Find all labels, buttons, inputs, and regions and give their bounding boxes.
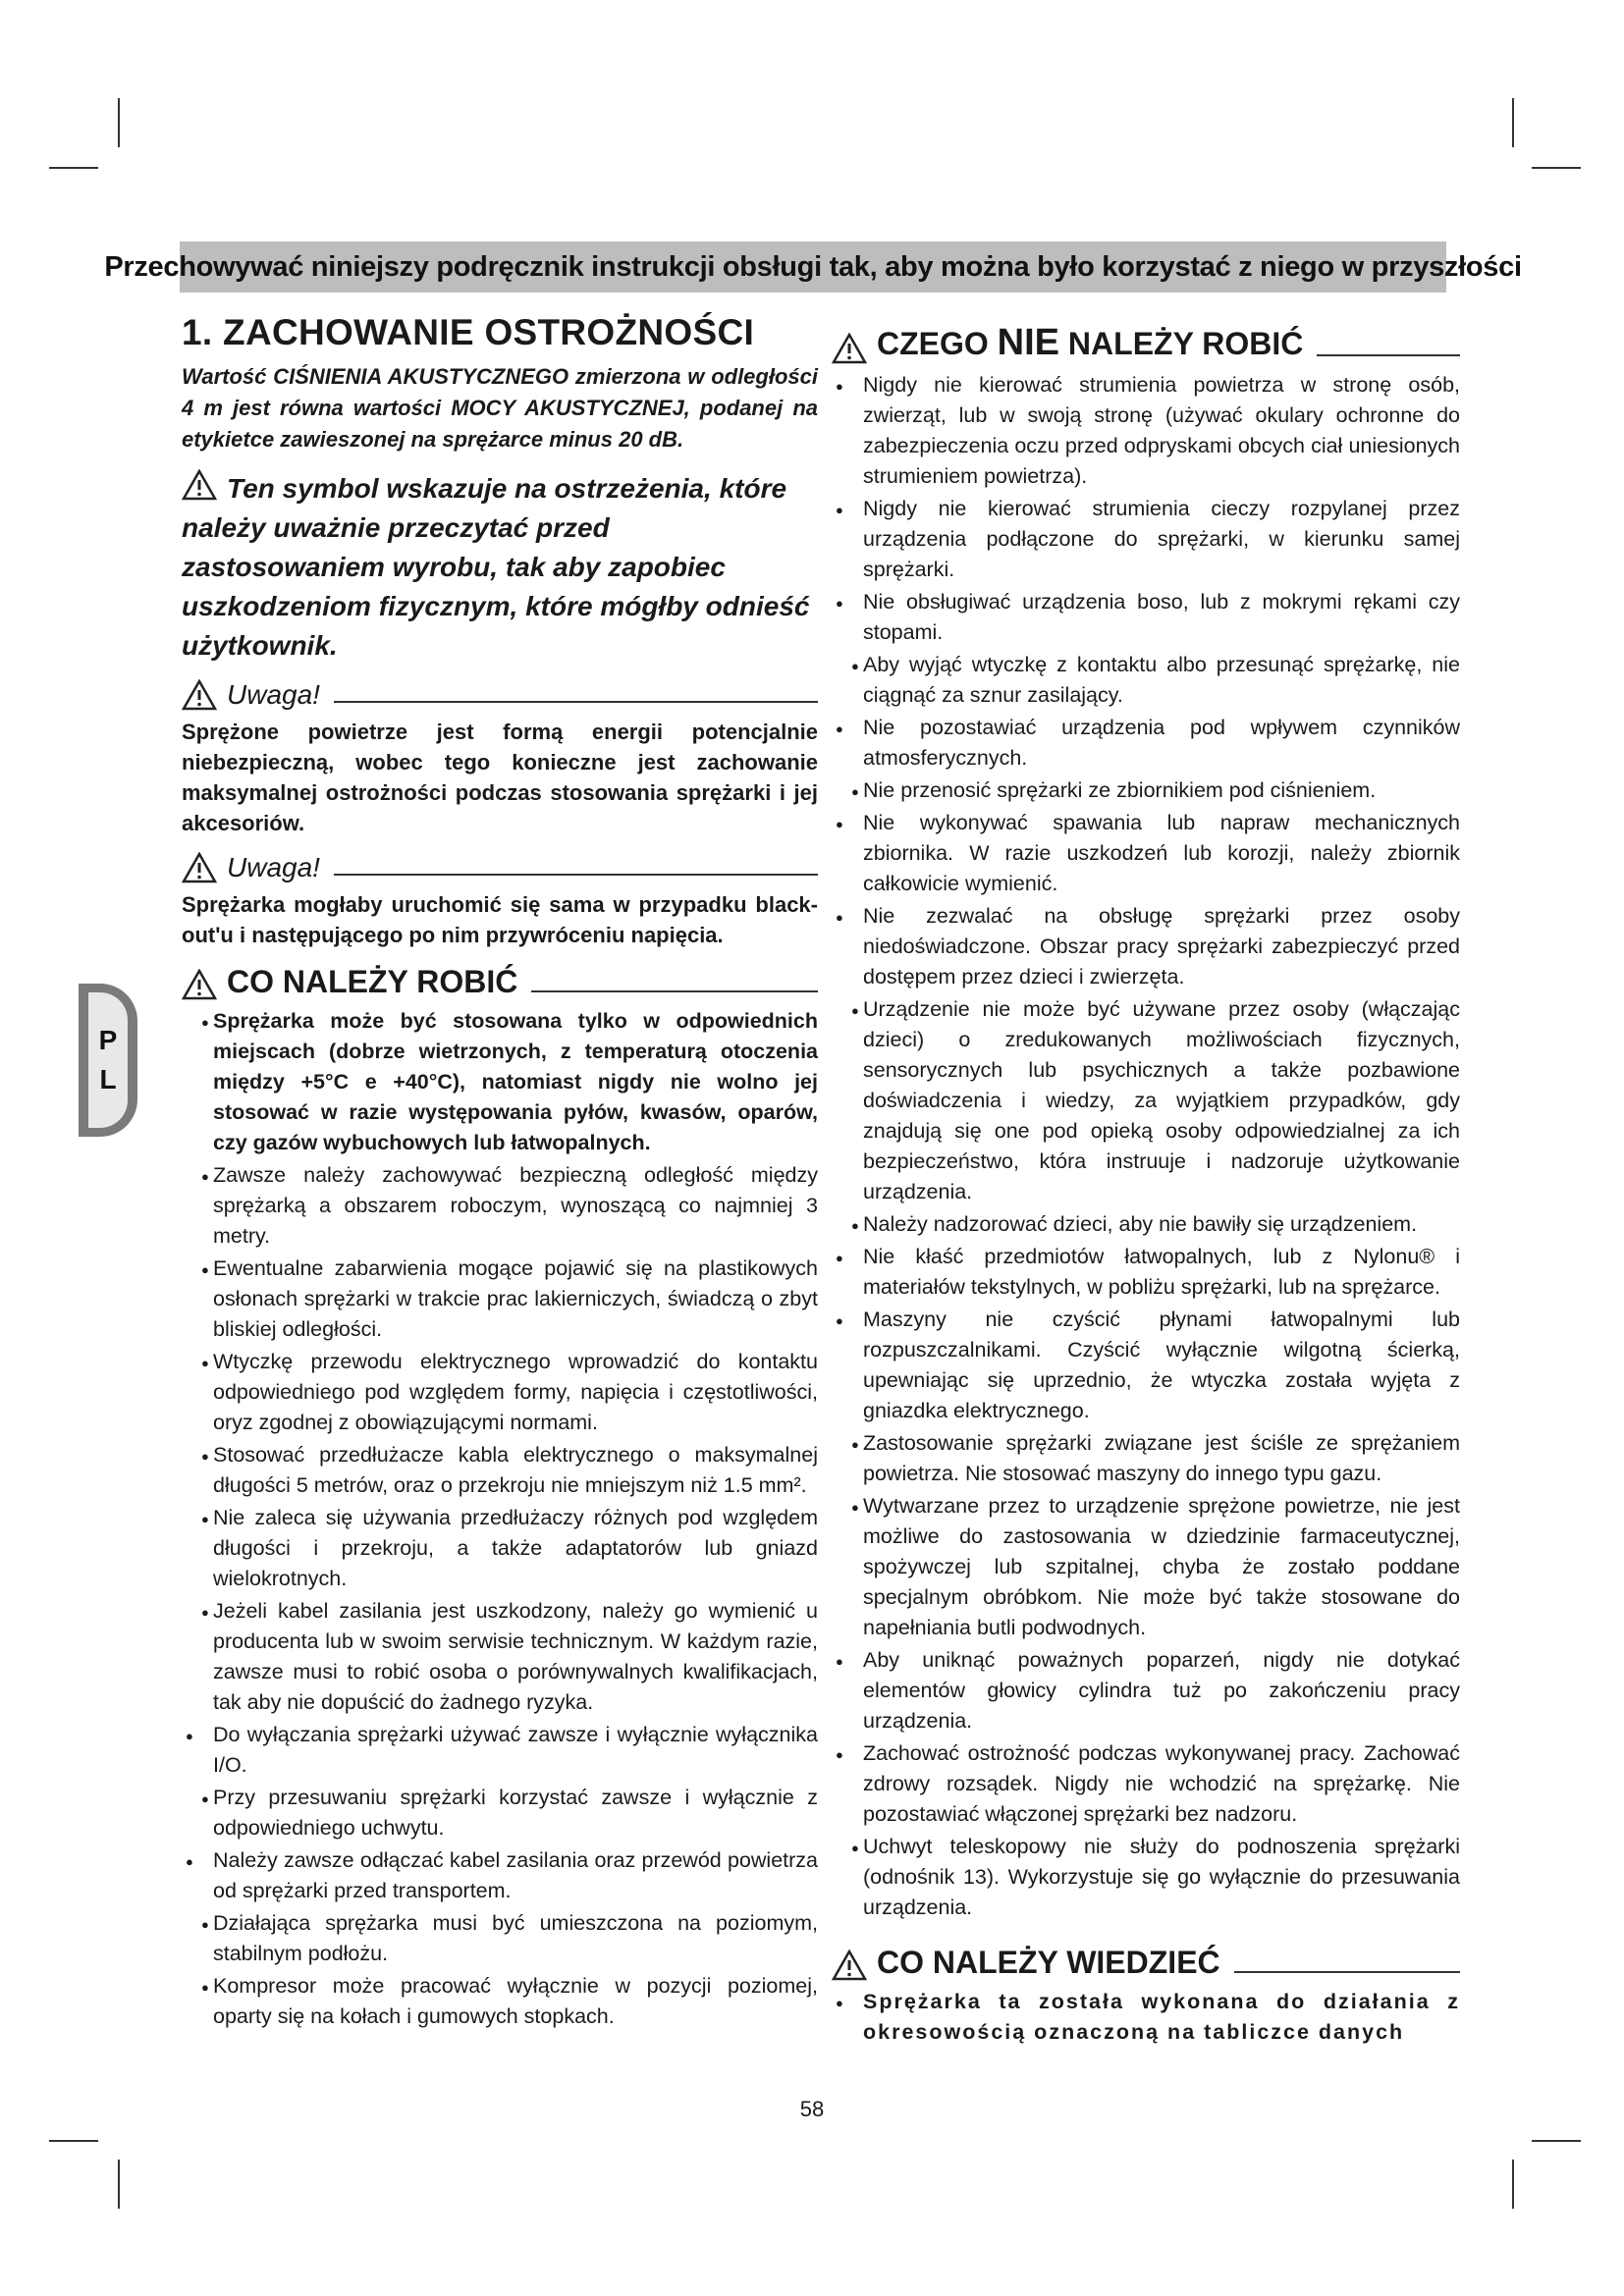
warning-title: Uwaga! [227,852,320,882]
crop-mark [1512,2160,1514,2209]
list-item: ● Aby uniknąć poważnych poparzeń, nigdy nie dotykać elementów głowicy cylindra tuż po zakończeniu pracy urządzenia. [830,1645,1460,1736]
warning-text: Sprężarka mogłaby uruchomić się sama w przypadku black-out'u i następującego po nim przywróceniu napięcia. [182,892,818,947]
do-title: CO NALEŻY ROBIĆ [227,964,518,999]
language-tab-letter: P [98,1025,118,1055]
list-item: ● Zawsze należy zachowywać bezpieczną odległość między sprężarką a obszarem roboczym, wynoszącą co najmniej 3 metry. [180,1160,818,1252]
know-heading [832,1945,1460,1981]
symbol-note-text: Ten symbol wskazuje na ostrzeżenia, które należy uważnie przeczytać przed zastosowaniem wyrobu, tak aby zapobiec uszkodzeniom fizycznym, które mógłby odnieść użytkownik. [182,473,810,661]
symbol-note [182,469,818,666]
language-tab-letter: L [99,1064,117,1095]
crop-mark [49,2140,98,2142]
warning-title: Uwaga! [227,679,320,710]
heading-rule [1234,1971,1460,1973]
warning-triangle-icon [832,333,867,364]
list-item: ● Nigdy nie kierować strumienia cieczy rozpylanej przez urządzenia podłączone do sprężarki, w kierunku samej sprężarki. [830,494,1460,585]
crop-mark [118,98,120,147]
list-item: ● Urządzenie nie może być używane przez osoby (włączając dzieci) o zredukowanych możliwościach fizycznych, sensorycznych lub psychicznych a także pozbawione doświadczenia i wiedzy, za wyjątkiem przypadków, gdy znajdują się one pod opieką osoby odpowiedzialnej za ich bezpieczeństwo, która instruuje i nadzoruje użytkowanie urządzenia. [830,994,1460,1207]
list-item: ● Nigdy nie kierować strumienia powietrza w stronę osób, zwierząt, lub w swoją stronę (używać okulary ochronne do zabezpieczenia oczu przed odpryskami obcych ciał uniesionych strumieniem powietrza). [830,370,1460,492]
acoustic-note: Wartość CIŚNIENIA AKUSTYCZNEGO zmierzona w odległości 4 m jest równa wartości MOCY AKUSTYCZNEJ, podanej na etykietce zawieszonej na sprężarce minus 20 dB. [182,364,818,452]
crop-mark [1512,98,1514,147]
page-number: 58 [799,2097,825,2121]
list-item: ● Nie kłaść przedmiotów łatwopalnych, lub z Nylonu® i materiałów tekstylnych, w pobliżu sprężarki, lub na sprężarce. [830,1242,1460,1303]
know-title: CO NALEŻY WIEDZIEĆ [877,1945,1220,1980]
crop-mark [49,167,98,169]
crop-mark [1532,2140,1581,2142]
warning-triangle-icon [182,852,217,883]
warning-triangle-icon [182,969,217,1000]
list-item: ● Należy zawsze odłączać kabel zasilania oraz przewód powietrza od sprężarki przed transportem. [180,1845,818,1906]
section-heading: 1. ZACHOWANIE OSTROŻNOŚCI [182,312,755,352]
know-list [830,1987,1460,2048]
page-banner: Przechowywać niniejszy podręcznik instrukcji obsługi tak, aby można było korzystać z niego w przyszłości [180,241,1446,293]
dont-list [830,370,1460,1923]
warning-heading [182,679,818,711]
list-item: ● Wtyczkę przewodu elektrycznego wprowadzić do kontaktu odpowiedniego pod względem formy, napięcia i częstotliwości, oryz zgodnej z obowiązującymi normami. [180,1347,818,1438]
list-item: ● Nie zaleca się używania przedłużaczy różnych pod względem długości i przekroju, a także adaptatorów lub gniazd wielokrotnych. [180,1503,818,1594]
do-heading [182,964,818,1000]
dont-heading [832,322,1460,364]
list-item: ● Wytwarzane przez to urządzenie sprężone powietrze, nie jest możliwe do zastosowania w dziedzinie farmaceutycznej, spożywczej lub szpitalnej, chyba że zostało poddane specjalnym obróbkom. Nie może być także stosowane do napełniania butli podwodnych. [830,1491,1460,1643]
dont-title: CZEGO NIE NALEŻY ROBIĆ [877,322,1304,363]
list-item: ● Nie zezwalać na obsługę sprężarki przez osoby niedoświadczone. Obszar pracy sprężarki zabezpieczyć przed dostępem przez dzieci i zwierzęta. [830,901,1460,992]
list-item: ● Uchwyt teleskopowy nie służy do podnoszenia sprężarki (odnośnik 13). Wykorzystuje się go wyłącznie do przesuwania urządzenia. [830,1832,1460,1923]
list-item: ● Zachować ostrożność podczas wykonywanej pracy. Zachować zdrowy rozsądek. Nigdy nie wchodzić na sprężarkę. Nie pozostawiać włączonej sprężarki bez nadzoru. [830,1738,1460,1830]
list-item: ● Sprężarka ta została wykonana do działania z okresowością oznaczoną na tabliczce danych [830,1987,1460,2048]
right-column [830,312,1460,2050]
heading-rule [334,874,818,876]
warning-triangle-icon [832,1949,867,1981]
list-item: ● Nie obsługiwać urządzenia boso, lub z mokrymi rękami czy stopami. [830,587,1460,648]
list-item: ● Maszyny nie czyścić płynami łatwopalnymi lub rozpuszczalnikami. Czyścić wyłącznie wilgotną ścierką, upewniając się uprzednio, że wtyczka została wyjęta z gniazdka elektrycznego. [830,1305,1460,1426]
warning-triangle-icon [182,469,217,501]
list-item: ● Działająca sprężarka musi być umieszczona na poziomym, stabilnym podłożu. [180,1908,818,1969]
crop-mark [1532,167,1581,169]
list-item: ● Aby wyjąć wtyczkę z kontaktu albo przesunąć sprężarkę, nie ciągnąć za sznur zasilający. [830,650,1460,711]
heading-rule [1317,354,1460,356]
list-item: ● Ewentualne zabarwienia mogące pojawić się na plastikowych osłonach sprężarki w trakcie prac lakierniczych, świadczą o zbyt bliskiej odległości. [180,1254,818,1345]
heading-rule [334,701,818,703]
list-item: ● Przy przesuwaniu sprężarki korzystać zawsze i wyłącznie z odpowiedniego uchwytu. [180,1783,818,1843]
list-item: ● Należy nadzorować dzieci, aby nie bawiły się urządzeniem. [830,1209,1460,1240]
warning-heading [182,852,818,883]
list-item: ● Nie przenosić sprężarki ze zbiornikiem pod ciśnieniem. [830,775,1460,806]
list-item: ● Nie pozostawiać urządzenia pod wpływem czynników atmosferycznych. [830,713,1460,774]
list-item: ● Zastosowanie sprężarki związane jest ściśle ze sprężaniem powietrza. Nie stosować maszyny do innego typu gazu. [830,1428,1460,1489]
list-item: ● Nie wykonywać spawania lub napraw mechanicznych zbiornika. W razie uszkodzeń lub korozji, należy zbiornik całkowicie wymienić. [830,808,1460,899]
language-tab [79,984,137,1137]
crop-mark [118,2160,120,2209]
list-item: ● Do wyłączania sprężarki używać zawsze i wyłącznie wyłącznika I/O. [180,1720,818,1781]
left-column [180,312,818,2034]
heading-rule [531,990,818,992]
warning-text: Sprężone powietrze jest formą energii potencjalnie niebezpieczną, wobec tego konieczne jest zachowanie maksymalnej ostrożności podczas stosowania sprężarki i jej akcesoriów. [182,720,818,835]
do-list [180,1006,818,2032]
warning-triangle-icon [182,679,217,711]
list-item: ● Kompresor może pracować wyłącznie w pozycji poziomej, oparty się na kołach i gumowych stopkach. [180,1971,818,2032]
list-item: ● Sprężarka może być stosowana tylko w odpowiednich miejscach (dobrze wietrzonych, z temperaturą otoczenia między +5°C e +40°C), natomiast nigdy nie wolno jej stosować w razie występowania pyłów, kwasów, oparów, czy gazów wybuchowych lub łatwopalnych. [180,1006,818,1158]
list-item: ● Stosować przedłużacze kabla elektrycznego o maksymalnej długości 5 metrów, oraz o przekroju nie mniejszym niż 1.5 mm². [180,1440,818,1501]
list-item: ● Jeżeli kabel zasilania jest uszkodzony, należy go wymienić u producenta lub w swoim serwisie technicznym. W każdym razie, zawsze musi to robić osoba o porównywalnych kwalifikacjach, tak aby nie dopuścić do żadnego ryzyka. [180,1596,818,1718]
